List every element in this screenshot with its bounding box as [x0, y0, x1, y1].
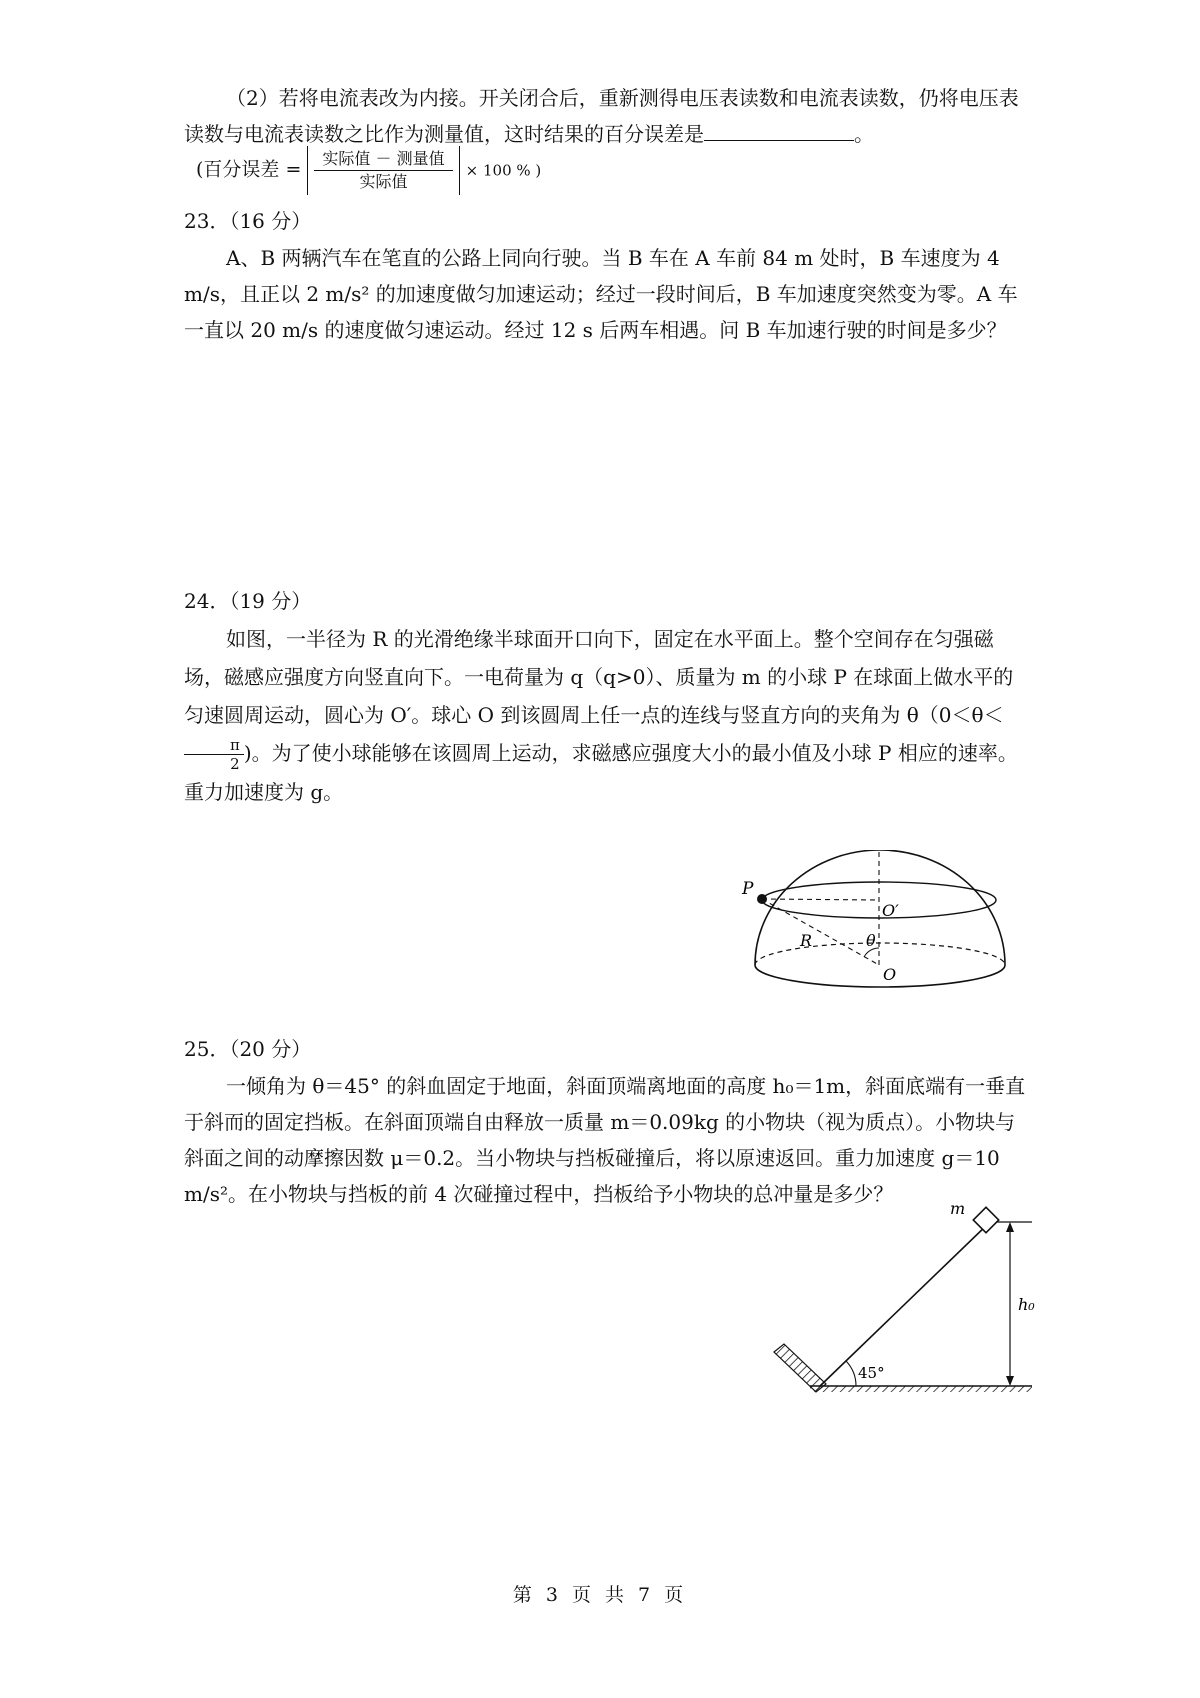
q22-part2-end: 。: [854, 122, 874, 146]
q22-part2-paragraph: [184, 80, 1029, 152]
answer-blank[interactable]: [704, 118, 854, 141]
q24-body-part2: )。为了使小球能够在该圆周上运动，求磁感应强度大小的最小值及小球 P 相应的速率。重力加速度为 g。: [184, 741, 1018, 804]
label-45-degrees: 45°: [858, 1364, 885, 1382]
formula-abs-fraction: [307, 146, 459, 195]
q24-inequality: ＜θ＜: [951, 703, 1004, 727]
base-front-arc: [755, 965, 1005, 987]
q25-heading: 25．（20 分）: [184, 1037, 312, 1061]
height-arrow-bottom: [1006, 1376, 1014, 1386]
incline-line: [820, 1222, 990, 1386]
label-theta: θ: [866, 931, 876, 950]
barrier-plate: [774, 1344, 826, 1392]
percent-error-formula: [196, 146, 541, 195]
q24-heading: 24．（19 分）: [184, 589, 312, 613]
q24-body: [184, 620, 1029, 811]
formula-denominator: 实际值: [359, 172, 408, 191]
formula-eq: =: [285, 158, 302, 181]
q22-part2-label: （2）: [226, 86, 279, 110]
q22-part2-text: 若将电流表改为内接。开关闭合后，重新测得电压表读数和电流表读数，仍将电压表读数与电流表读数之比作为测量值，这时结果的百分误差是: [184, 86, 1019, 146]
q23-body: A、B 两辆汽车在笔直的公路上同向行驶。当 B 车在 A 车前 84 m 处时，B 车速度为 4 m/s，且正以 2 m/s² 的加速度做匀加速运动；经过一段时间后，B 车加速度突然变为零。A 车一直以 20 m/s 的速度做匀速运动。经过 12 s 后两车相遇。问 B 车加速行驶的时间是多少？: [184, 246, 1018, 342]
height-arrow-top: [1006, 1222, 1014, 1232]
ball-p: [757, 894, 767, 904]
page-footer: 第 3 页 共 7 页: [512, 1584, 688, 1606]
dome-outline: [755, 850, 1005, 965]
label-o: O: [883, 965, 897, 984]
radius-line: [762, 899, 879, 965]
pi-over-2-fraction: [184, 736, 244, 773]
fraction-denominator: 2: [230, 755, 240, 773]
formula-numerator: 实际值 － 测量值: [314, 148, 452, 171]
hemisphere-figure: [740, 850, 1020, 1010]
base-back-arc: [755, 943, 1005, 965]
ground-hatch: [810, 1386, 1032, 1392]
formula-open: (百分误差: [196, 158, 286, 181]
q23-heading: 23．（16 分）: [184, 209, 312, 233]
label-m: m: [950, 1200, 966, 1218]
p-to-center-line: [762, 899, 879, 900]
angle-arc: [846, 1361, 856, 1386]
q24-body-part1: 如图，一半径为 R 的光滑绝缘半球面开口向下，固定在水平面上。整个空间存在匀强磁场，磁感应强度方向竖直向下。一电荷量为 q（q>0）、质量为 m 的小球 P 在球面上做水平的匀速圆周运动，圆心为 O′。球心 O 到该圆周上任一点的连线与竖直方向的夹角为 θ（0: [184, 627, 1014, 727]
label-p: P: [742, 879, 754, 899]
block-m: [973, 1207, 998, 1232]
label-o-prime: O′: [882, 901, 899, 920]
label-r: R: [800, 931, 813, 950]
formula-times: × 100 % ): [465, 161, 542, 180]
q25-body: 一倾角为 θ＝45° 的斜血固定于地面，斜面顶端离地面的高度 h₀＝1m，斜面底端有一垂直于斜而的固定挡板。在斜面顶端自由释放一质量 m＝0.09kg 的小物块（视为质点）。小物块与斜面之间的动摩擦因数 μ＝0.2。当小物块与挡板碰撞后，将以原速返回。重力加速度 g＝10 m/s²。在小物块与挡板的前 4 次碰撞过程中，挡板给予小物块的总冲量是多少？: [184, 1074, 1026, 1206]
label-h0: h₀: [1018, 1295, 1035, 1314]
incline-figure: [760, 1200, 1040, 1400]
fraction-numerator: π: [184, 736, 244, 755]
